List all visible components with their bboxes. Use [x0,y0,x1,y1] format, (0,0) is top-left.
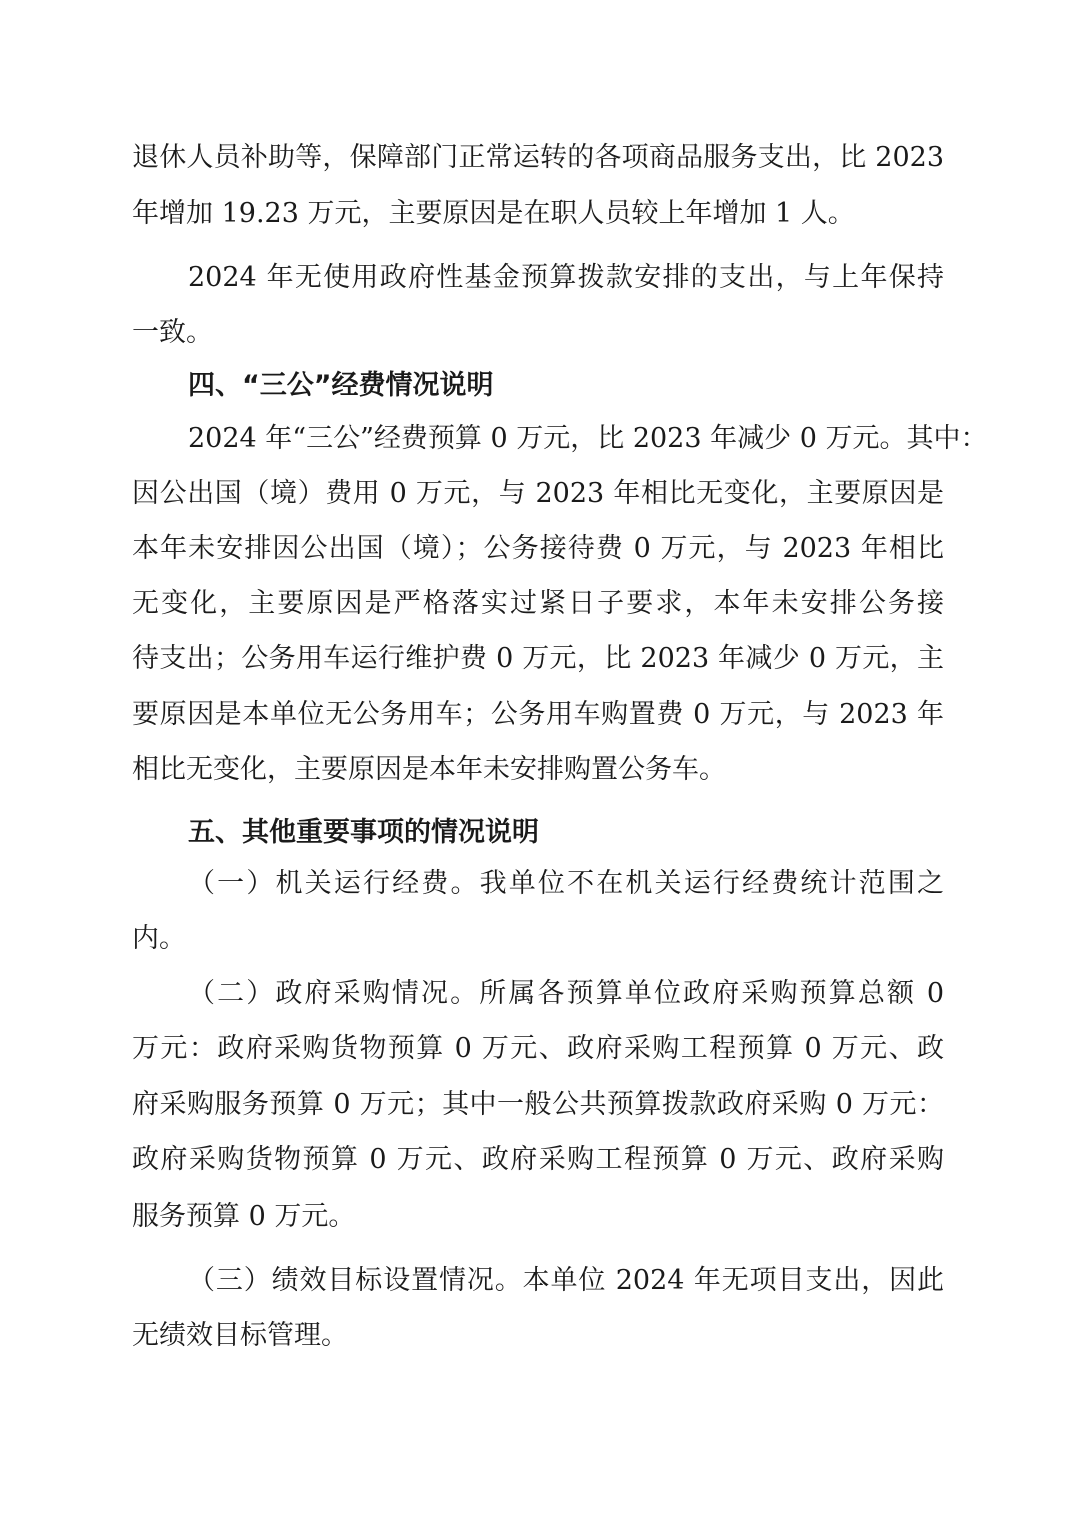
paragraph-line: 府采购服务预算 0 万元；其中一般公共预算拨款政府采购 0 万元： [132,1089,944,1120]
paragraph-line: 内。 [132,923,186,954]
paragraph-line: 一致。 [132,317,213,348]
paragraph-line: 万元：政府采购货物预算 0 万元、政府采购工程预算 0 万元、政 [132,1033,944,1064]
paragraph-line: 政府采购货物预算 0 万元、政府采购工程预算 0 万元、政府采购 [132,1144,944,1175]
paragraph-line: 无变化，主要原因是严格落实过紧日子要求，本年未安排公务接 [132,588,944,619]
section-heading: 四、“三公”经费情况说明 [188,370,494,401]
paragraph-line: 2024 年无使用政府性基金预算拨款安排的支出，与上年保持 [188,262,944,293]
paragraph-line: 相比无变化，主要原因是本年未安排购置公务车。 [132,754,726,785]
paragraph-line: 服务预算 0 万元。 [132,1201,356,1232]
paragraph-line: （二）政府采购情况。所属各预算单位政府采购预算总额 0 [188,978,944,1009]
paragraph-line: 要原因是本单位无公务用车；公务用车购置费 0 万元，与 2023 年 [132,699,944,730]
paragraph-line: 无绩效目标管理。 [132,1320,348,1351]
paragraph-line: 退休人员补助等，保障部门正常运转的各项商品服务支出，比 2023 [132,142,944,173]
paragraph-line: 本年未安排因公出国（境）；公务接待费 0 万元，与 2023 年相比 [132,533,944,564]
paragraph-line: （三）绩效目标设置情况。本单位 2024 年无项目支出，因此 [188,1265,944,1296]
paragraph-line: 因公出国（境）费用 0 万元，与 2023 年相比无变化，主要原因是 [132,478,944,509]
paragraph-line: 待支出；公务用车运行维护费 0 万元，比 2023 年减少 0 万元，主 [132,643,944,674]
paragraph-line: 年增加 19.23 万元，主要原因是在职人员较上年增加 1 人。 [132,198,855,229]
paragraph-line: （一）机关运行经费。我单位不在机关运行经费统计范围之 [188,868,944,899]
section-heading: 五、其他重要事项的情况说明 [188,817,539,848]
paragraph-line: 2024 年“三公”经费预算 0 万元，比 2023 年减少 0 万元。其中： [188,423,988,454]
